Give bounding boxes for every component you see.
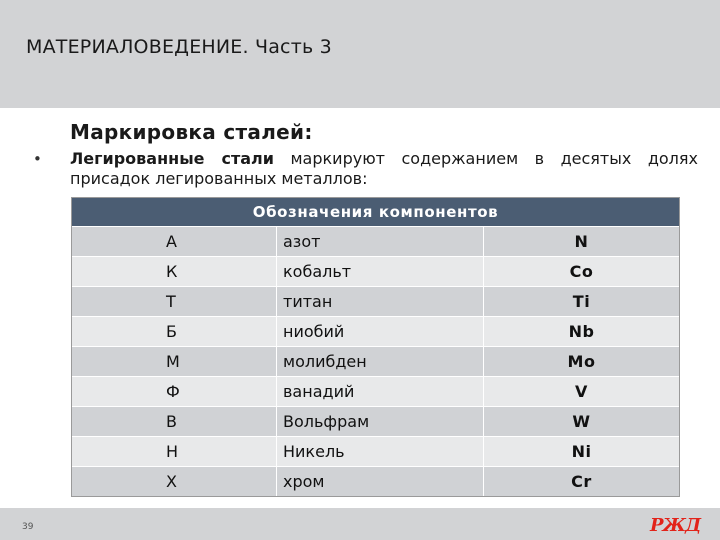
table-row — [72, 286, 679, 316]
letter-cell: Н — [72, 437, 277, 466]
letter-cell: Х — [72, 467, 277, 496]
element-name-cell: хром — [277, 467, 484, 496]
table-row — [72, 226, 679, 256]
table-row — [72, 346, 679, 376]
slide-header-title: МАТЕРИАЛОВЕДЕНИЕ. Часть 3 — [26, 36, 332, 58]
rzd-logo: РЖД — [650, 515, 701, 536]
element-name-cell: Вольфрам — [277, 407, 484, 436]
letter-cell: Т — [72, 287, 277, 316]
element-symbol-cell: W — [572, 412, 591, 431]
element-name-cell: ванадий — [277, 377, 484, 406]
letter-cell: В — [72, 407, 277, 436]
letter-cell: К — [72, 257, 277, 286]
table-row — [72, 406, 679, 436]
bullet-body: маркируют содержанием в десятых долях присадок легированных металлов: — [70, 149, 698, 188]
table-row — [72, 466, 679, 496]
page-number: 39 — [22, 522, 34, 532]
element-symbol-cell: Mo — [567, 352, 596, 371]
element-name-cell: азот — [277, 227, 484, 256]
element-symbol-cell: Ni — [571, 442, 592, 461]
element-name-cell: молибден — [277, 347, 484, 376]
letter-cell: М — [72, 347, 277, 376]
element-symbol-cell: Co — [569, 262, 594, 281]
table-row — [72, 316, 679, 346]
table-header: Обозначения компонентов — [72, 198, 679, 226]
element-name-cell: кобальт — [277, 257, 484, 286]
element-name-cell: титан — [277, 287, 484, 316]
letter-cell: А — [72, 227, 277, 256]
table-row — [72, 376, 679, 406]
bullet-icon: • — [33, 150, 42, 168]
table-row — [72, 436, 679, 466]
table-row — [72, 256, 679, 286]
element-name-cell: Никель — [277, 437, 484, 466]
element-symbol-cell: Ti — [572, 292, 591, 311]
letter-cell: Б — [72, 317, 277, 346]
element-symbol-cell: Cr — [571, 472, 592, 491]
bullet-emphasis: Легированные стали — [70, 149, 274, 168]
bullet-text — [70, 149, 698, 189]
element-symbol-cell: Nb — [568, 322, 595, 341]
footer-band — [0, 508, 720, 540]
slide-heading: Маркировка сталей: — [70, 120, 313, 144]
components-table — [71, 197, 680, 497]
element-symbol-cell: N — [574, 232, 589, 251]
letter-cell: Ф — [72, 377, 277, 406]
element-name-cell: ниобий — [277, 317, 484, 346]
element-symbol-cell: V — [575, 382, 588, 401]
